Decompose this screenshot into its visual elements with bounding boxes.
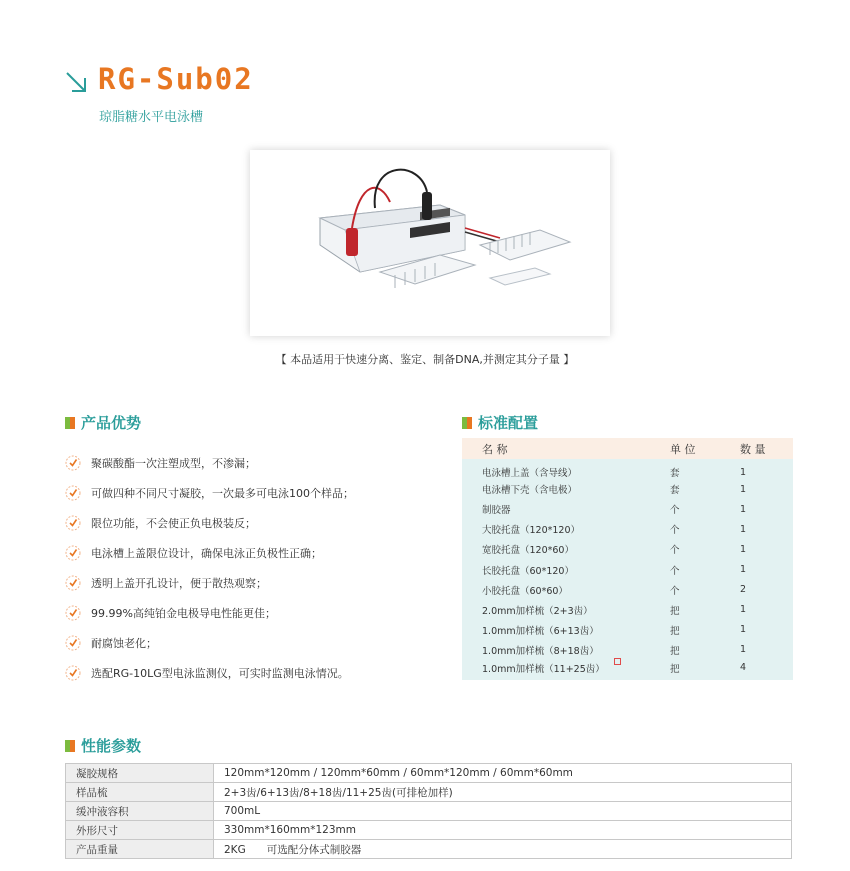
list-item bbox=[65, 628, 445, 658]
item-qty: 1 bbox=[724, 640, 793, 660]
advantage-text: 聚碳酸酯一次注塑成型，不渗漏； bbox=[91, 457, 256, 470]
small-square-icon bbox=[614, 658, 621, 665]
param-value: 330mm*160mm*123mm bbox=[214, 821, 792, 840]
table-row bbox=[66, 783, 792, 802]
table-row bbox=[462, 539, 793, 559]
table-row bbox=[462, 499, 793, 519]
item-unit: 把 bbox=[654, 620, 724, 640]
advantage-text: 透明上盖开孔设计，便于散热观察； bbox=[91, 577, 267, 590]
table-row bbox=[462, 620, 793, 640]
advantage-text: 电泳槽上盖限位设计，确保电泳正负极性正确； bbox=[91, 547, 322, 560]
list-item bbox=[65, 598, 445, 628]
table-header-row bbox=[462, 438, 793, 459]
check-icon bbox=[65, 605, 81, 621]
item-qty: 1 bbox=[724, 559, 793, 579]
param-value: 120mm*120mm / 120mm*60mm / 60mm*120mm / 60mm*60mm bbox=[214, 764, 792, 783]
item-qty: 2 bbox=[724, 580, 793, 600]
table-row bbox=[462, 600, 793, 620]
check-icon bbox=[65, 485, 81, 501]
item-qty: 1 bbox=[724, 620, 793, 640]
check-icon bbox=[65, 455, 81, 471]
item-name: 1.0mm加样梳（11+25齿） bbox=[462, 660, 654, 680]
list-item bbox=[65, 478, 445, 508]
item-qty: 1 bbox=[724, 519, 793, 539]
check-icon bbox=[65, 635, 81, 651]
advantage-text: 选配RG-10LG型电泳监测仪，可实时监测电泳情况。 bbox=[91, 667, 349, 680]
item-unit: 个 bbox=[654, 580, 724, 600]
table-row bbox=[462, 559, 793, 579]
performance-table bbox=[65, 763, 792, 859]
item-name: 1.0mm加样梳（8+18齿） bbox=[462, 640, 654, 660]
item-unit: 把 bbox=[654, 640, 724, 660]
item-unit: 个 bbox=[654, 559, 724, 579]
check-icon bbox=[65, 515, 81, 531]
list-item bbox=[65, 658, 445, 688]
table-row bbox=[462, 479, 793, 499]
config-table bbox=[462, 438, 793, 680]
advantage-text: 耐腐蚀老化； bbox=[91, 637, 157, 650]
item-unit: 个 bbox=[654, 519, 724, 539]
electrophoresis-tank-photo bbox=[250, 150, 610, 336]
param-label: 样品梳 bbox=[66, 783, 214, 802]
advantages-list bbox=[65, 448, 445, 688]
table-row bbox=[462, 459, 793, 479]
product-subtitle: 琼脂糖水平电泳槽 bbox=[99, 110, 204, 125]
item-unit: 套 bbox=[654, 459, 724, 479]
advantage-text: 限位功能，不会使正负电极装反； bbox=[91, 517, 256, 530]
advantages-title: 产品优势 bbox=[81, 414, 142, 432]
check-icon bbox=[65, 575, 81, 591]
item-name: 制胶器 bbox=[462, 499, 654, 519]
table-row bbox=[462, 580, 793, 600]
column-header: 名 称 bbox=[462, 438, 654, 459]
item-name: 长胶托盘（60*120） bbox=[462, 559, 654, 579]
item-name: 电泳槽上盖（含导线） bbox=[462, 459, 654, 479]
table-row bbox=[462, 640, 793, 660]
table-row bbox=[462, 519, 793, 539]
item-qty: 1 bbox=[724, 499, 793, 519]
section-marker-icon bbox=[462, 417, 472, 429]
param-label: 外形尺寸 bbox=[66, 821, 214, 840]
table-row bbox=[66, 840, 792, 859]
item-unit: 把 bbox=[654, 600, 724, 620]
param-label: 凝胶规格 bbox=[66, 764, 214, 783]
item-qty: 4 bbox=[724, 660, 793, 680]
check-icon bbox=[65, 665, 81, 681]
image-caption: 【 本品适用于快速分离、鉴定、制备DNA,并测定其分子量 】 bbox=[275, 353, 575, 366]
item-unit: 个 bbox=[654, 499, 724, 519]
model-title: RG-Sub02 bbox=[98, 62, 254, 96]
section-marker-icon bbox=[65, 417, 75, 429]
diagonal-arrow-icon bbox=[64, 70, 88, 94]
table-row bbox=[462, 660, 793, 680]
param-label: 缓冲液容积 bbox=[66, 802, 214, 821]
param-value: 2KG 可选配分体式制胶器 bbox=[214, 840, 792, 859]
advantages-heading bbox=[65, 412, 141, 433]
item-name: 2.0mm加样梳（2+3齿） bbox=[462, 600, 654, 620]
item-qty: 1 bbox=[724, 600, 793, 620]
table-row bbox=[66, 802, 792, 821]
item-name: 小胶托盘（60*60） bbox=[462, 580, 654, 600]
list-item bbox=[65, 538, 445, 568]
item-qty: 1 bbox=[724, 459, 793, 479]
item-qty: 1 bbox=[724, 479, 793, 499]
config-title: 标准配置 bbox=[478, 414, 539, 432]
product-image bbox=[250, 150, 610, 336]
check-icon bbox=[65, 545, 81, 561]
table-row bbox=[66, 764, 792, 783]
performance-heading bbox=[65, 735, 141, 756]
param-value: 700mL bbox=[214, 802, 792, 821]
section-marker-icon bbox=[65, 740, 75, 752]
list-item bbox=[65, 448, 445, 478]
config-heading bbox=[462, 412, 538, 433]
item-qty: 1 bbox=[724, 539, 793, 559]
param-label: 产品重量 bbox=[66, 840, 214, 859]
column-header: 单 位 bbox=[654, 438, 724, 459]
item-name: 宽胶托盘（120*60） bbox=[462, 539, 654, 559]
item-name: 电泳槽下壳（含电极） bbox=[462, 479, 654, 499]
item-unit: 套 bbox=[654, 479, 724, 499]
list-item bbox=[65, 508, 445, 538]
advantage-text: 99.99%高纯铂金电极导电性能更佳； bbox=[91, 607, 276, 620]
table-row bbox=[66, 821, 792, 840]
column-header: 数 量 bbox=[724, 438, 793, 459]
performance-title: 性能参数 bbox=[81, 737, 142, 755]
advantage-text: 可做四种不同尺寸凝胶，一次最多可电泳100个样品； bbox=[91, 487, 354, 500]
item-name: 大胶托盘（120*120） bbox=[462, 519, 654, 539]
item-unit: 把 bbox=[654, 660, 724, 680]
item-name: 1.0mm加样梳（6+13齿） bbox=[462, 620, 654, 640]
list-item bbox=[65, 568, 445, 598]
item-unit: 个 bbox=[654, 539, 724, 559]
param-value: 2+3齿/6+13齿/8+18齿/11+25齿(可排枪加样) bbox=[214, 783, 792, 802]
